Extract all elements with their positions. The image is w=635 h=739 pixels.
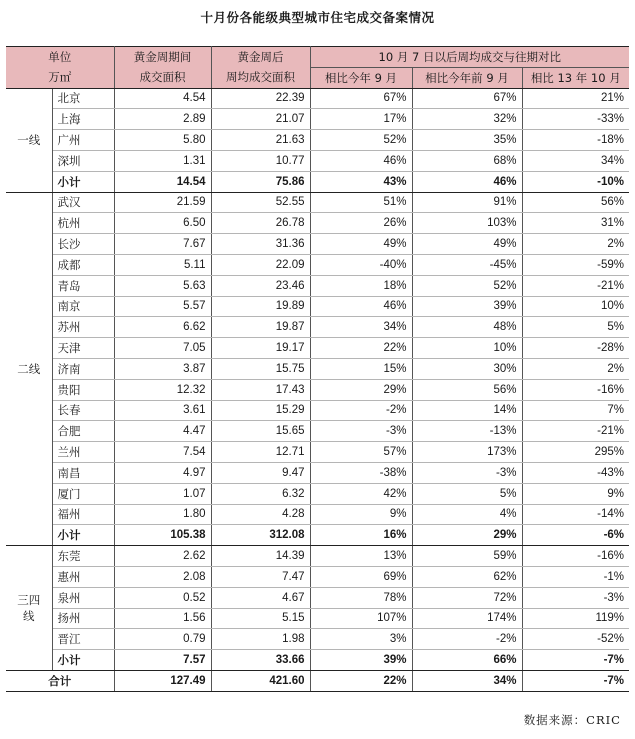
holiday-area-cell: 2.08: [114, 566, 211, 587]
city-cell: 南昌: [52, 462, 114, 483]
weekly-avg-cell: 1.98: [211, 629, 310, 650]
total-vs-oct13: -7%: [522, 670, 629, 691]
city-cell: 长沙: [52, 234, 114, 255]
data-source: 数据来源：CRIC: [523, 713, 621, 727]
vs-oct13-cell: 34%: [522, 150, 629, 171]
weekly-avg-cell: 12.71: [211, 442, 310, 463]
vs-oct13-cell: 31%: [522, 213, 629, 234]
table-row: [6, 483, 629, 504]
vs-sep-cell: 52%: [310, 130, 412, 151]
table-row: [6, 504, 629, 525]
table-row: [6, 317, 629, 338]
table-row: [6, 400, 629, 421]
vs-oct13-cell: 295%: [522, 442, 629, 463]
total-label: 合计: [6, 670, 114, 691]
vs-sep-cell: 18%: [310, 275, 412, 296]
holiday-area-cell: 7.67: [114, 234, 211, 255]
holiday-area-cell: 4.47: [114, 421, 211, 442]
col2-header-top: 黄金周后: [211, 47, 310, 68]
table-row: [6, 296, 629, 317]
vs-oct13-cell: 9%: [522, 483, 629, 504]
weekly-avg-cell: 19.89: [211, 296, 310, 317]
weekly-avg-cell: 19.17: [211, 338, 310, 359]
table-row: [6, 88, 629, 109]
vs-sep-cell: 13%: [310, 546, 412, 567]
vs-oct13-cell: -16%: [522, 546, 629, 567]
total-vs-ytd: 34%: [412, 670, 522, 691]
weekly-avg-cell: 14.39: [211, 546, 310, 567]
city-cell: 贵阳: [52, 379, 114, 400]
vs-sep-cell: -38%: [310, 462, 412, 483]
weekly-avg-cell: 15.75: [211, 358, 310, 379]
table-row: [6, 275, 629, 296]
weekly-avg-cell: 312.08: [211, 525, 310, 546]
city-cell: 东莞: [52, 546, 114, 567]
vs-sep-cell: 43%: [310, 171, 412, 192]
subtotal-row: [6, 650, 629, 671]
holiday-area-cell: 0.52: [114, 587, 211, 608]
weekly-avg-cell: 33.66: [211, 650, 310, 671]
city-cell: 济南: [52, 358, 114, 379]
city-cell: 杭州: [52, 213, 114, 234]
vs-ytd-cell: 67%: [412, 88, 522, 109]
vs-sep-cell: 57%: [310, 442, 412, 463]
vs-ytd-cell: 68%: [412, 150, 522, 171]
vs-oct13-cell: 56%: [522, 192, 629, 213]
holiday-area-cell: 6.50: [114, 213, 211, 234]
total-weekly-avg: 421.60: [211, 670, 310, 691]
vs-sep-cell: 34%: [310, 317, 412, 338]
vs-ytd-cell: 29%: [412, 525, 522, 546]
holiday-area-cell: 7.05: [114, 338, 211, 359]
vs-ytd-cell: 62%: [412, 566, 522, 587]
total-row: [6, 670, 629, 691]
vs-oct13-cell: 7%: [522, 400, 629, 421]
holiday-area-cell: 7.57: [114, 650, 211, 671]
holiday-area-cell: 3.61: [114, 400, 211, 421]
vs-oct13-cell: 2%: [522, 234, 629, 255]
weekly-avg-cell: 26.78: [211, 213, 310, 234]
weekly-avg-cell: 5.15: [211, 608, 310, 629]
vs-ytd-cell: 173%: [412, 442, 522, 463]
vs-ytd-cell: 59%: [412, 546, 522, 567]
vs-sep-cell: -40%: [310, 254, 412, 275]
vs-ytd-cell: -3%: [412, 462, 522, 483]
table-row: [6, 629, 629, 650]
table-row: [6, 442, 629, 463]
city-cell: 福州: [52, 504, 114, 525]
vs-sep-cell: 16%: [310, 525, 412, 546]
city-cell: 长春: [52, 400, 114, 421]
table-row: [6, 192, 629, 213]
holiday-area-cell: 105.38: [114, 525, 211, 546]
table-row: [6, 379, 629, 400]
vs-ytd-cell: 35%: [412, 130, 522, 151]
vs-oct13-cell: 2%: [522, 358, 629, 379]
city-cell: 天津: [52, 338, 114, 359]
vs-ytd-cell: 39%: [412, 296, 522, 317]
vs-sep-cell: 107%: [310, 608, 412, 629]
vs-oct13-cell: -18%: [522, 130, 629, 151]
holiday-area-cell: 1.80: [114, 504, 211, 525]
city-cell: 深圳: [52, 150, 114, 171]
table-row: [6, 109, 629, 130]
city-cell: 晋江: [52, 629, 114, 650]
city-cell: 成都: [52, 254, 114, 275]
tier-label: [6, 546, 52, 671]
table-row: [6, 254, 629, 275]
vs-oct13-cell: -3%: [522, 587, 629, 608]
housing-transactions-table: [6, 46, 629, 692]
vs-oct13-cell: -28%: [522, 338, 629, 359]
weekly-avg-cell: 19.87: [211, 317, 310, 338]
p1-header: 相比今年 9 月: [310, 67, 412, 88]
holiday-area-cell: 3.87: [114, 358, 211, 379]
vs-ytd-cell: 56%: [412, 379, 522, 400]
subtotal-row: [6, 171, 629, 192]
holiday-area-cell: 0.79: [114, 629, 211, 650]
vs-sep-cell: 17%: [310, 109, 412, 130]
tier-label-line1: 三四: [17, 593, 41, 608]
table-title: 十月份各能级典型城市住宅成交备案情况: [200, 10, 435, 25]
table-row: [6, 338, 629, 359]
table-row: [6, 608, 629, 629]
weekly-avg-cell: 75.86: [211, 171, 310, 192]
weekly-avg-cell: 31.36: [211, 234, 310, 255]
vs-ytd-cell: -13%: [412, 421, 522, 442]
vs-ytd-cell: 103%: [412, 213, 522, 234]
holiday-area-cell: 21.59: [114, 192, 211, 213]
vs-ytd-cell: 174%: [412, 608, 522, 629]
city-cell: 南京: [52, 296, 114, 317]
vs-sep-cell: 51%: [310, 192, 412, 213]
city-cell: 苏州: [52, 317, 114, 338]
city-cell: 厦门: [52, 483, 114, 504]
vs-oct13-cell: -16%: [522, 379, 629, 400]
table-row: [6, 566, 629, 587]
table-row: [6, 150, 629, 171]
city-cell: 小计: [52, 650, 114, 671]
holiday-area-cell: 5.57: [114, 296, 211, 317]
vs-sep-cell: -3%: [310, 421, 412, 442]
weekly-avg-cell: 21.63: [211, 130, 310, 151]
holiday-area-cell: 6.62: [114, 317, 211, 338]
weekly-avg-cell: 21.07: [211, 109, 310, 130]
holiday-area-cell: 5.11: [114, 254, 211, 275]
vs-sep-cell: 46%: [310, 296, 412, 317]
holiday-area-cell: 7.54: [114, 442, 211, 463]
weekly-avg-cell: 52.55: [211, 192, 310, 213]
table-row: [6, 421, 629, 442]
vs-ytd-cell: -2%: [412, 629, 522, 650]
vs-sep-cell: 39%: [310, 650, 412, 671]
vs-ytd-cell: 5%: [412, 483, 522, 504]
table-row: [6, 234, 629, 255]
table-row: [6, 587, 629, 608]
weekly-avg-cell: 22.39: [211, 88, 310, 109]
vs-ytd-cell: 52%: [412, 275, 522, 296]
vs-ytd-cell: 72%: [412, 587, 522, 608]
vs-sep-cell: 42%: [310, 483, 412, 504]
total-vs-sep: 22%: [310, 670, 412, 691]
weekly-avg-cell: 15.65: [211, 421, 310, 442]
weekly-avg-cell: 9.47: [211, 462, 310, 483]
vs-ytd-cell: -45%: [412, 254, 522, 275]
city-cell: 上海: [52, 109, 114, 130]
weekly-avg-cell: 4.28: [211, 504, 310, 525]
city-cell: 小计: [52, 525, 114, 546]
city-cell: 惠州: [52, 566, 114, 587]
header-row-2: [6, 67, 629, 88]
table-row: [6, 130, 629, 151]
vs-sep-cell: 67%: [310, 88, 412, 109]
unit-label: 单位: [6, 47, 114, 68]
col1-header-bottom: 成交面积: [114, 67, 211, 88]
vs-oct13-cell: -59%: [522, 254, 629, 275]
weekly-avg-cell: 23.46: [211, 275, 310, 296]
vs-oct13-cell: -21%: [522, 275, 629, 296]
holiday-area-cell: 4.97: [114, 462, 211, 483]
vs-oct13-cell: -21%: [522, 421, 629, 442]
city-cell: 青岛: [52, 275, 114, 296]
weekly-avg-cell: 15.29: [211, 400, 310, 421]
city-cell: 北京: [52, 88, 114, 109]
vs-oct13-cell: -14%: [522, 504, 629, 525]
vs-sep-cell: 29%: [310, 379, 412, 400]
table-row: [6, 546, 629, 567]
vs-sep-cell: -2%: [310, 400, 412, 421]
table-row: [6, 462, 629, 483]
p2-header: 相比今年前 9 月: [412, 67, 522, 88]
vs-sep-cell: 22%: [310, 338, 412, 359]
city-cell: 武汉: [52, 192, 114, 213]
weekly-avg-cell: 7.47: [211, 566, 310, 587]
weekly-avg-cell: 17.43: [211, 379, 310, 400]
holiday-area-cell: 12.32: [114, 379, 211, 400]
vs-ytd-cell: 49%: [412, 234, 522, 255]
table-row: [6, 358, 629, 379]
holiday-area-cell: 5.80: [114, 130, 211, 151]
tier-label: 一线: [6, 88, 52, 192]
vs-oct13-cell: -33%: [522, 109, 629, 130]
city-cell: 扬州: [52, 608, 114, 629]
vs-sep-cell: 9%: [310, 504, 412, 525]
city-cell: 兰州: [52, 442, 114, 463]
vs-sep-cell: 49%: [310, 234, 412, 255]
vs-oct13-cell: 5%: [522, 317, 629, 338]
holiday-area-cell: 14.54: [114, 171, 211, 192]
holiday-area-cell: 1.56: [114, 608, 211, 629]
city-cell: 泉州: [52, 587, 114, 608]
vs-ytd-cell: 91%: [412, 192, 522, 213]
tier-label: 二线: [6, 192, 52, 546]
vs-oct13-cell: 21%: [522, 88, 629, 109]
city-cell: 小计: [52, 171, 114, 192]
subtotal-row: [6, 525, 629, 546]
vs-sep-cell: 3%: [310, 629, 412, 650]
col1-header-top: 黄金周期间: [114, 47, 211, 68]
weekly-avg-cell: 4.67: [211, 587, 310, 608]
vs-oct13-cell: -10%: [522, 171, 629, 192]
vs-oct13-cell: -43%: [522, 462, 629, 483]
unit-value: 万㎡: [6, 67, 114, 88]
city-cell: 合肥: [52, 421, 114, 442]
holiday-area-cell: 4.54: [114, 88, 211, 109]
vs-sep-cell: 46%: [310, 150, 412, 171]
vs-ytd-cell: 32%: [412, 109, 522, 130]
vs-oct13-cell: -1%: [522, 566, 629, 587]
vs-sep-cell: 15%: [310, 358, 412, 379]
col2-header-bottom: 周均成交面积: [211, 67, 310, 88]
holiday-area-cell: 1.07: [114, 483, 211, 504]
table-row: [6, 213, 629, 234]
comparison-group-header: 10 月 7 日以后周均成交与往期对比: [310, 47, 629, 68]
total-holiday-area: 127.49: [114, 670, 211, 691]
vs-ytd-cell: 4%: [412, 504, 522, 525]
p3-header: 相比 13 年 10 月: [522, 67, 629, 88]
vs-ytd-cell: 30%: [412, 358, 522, 379]
vs-oct13-cell: 10%: [522, 296, 629, 317]
vs-sep-cell: 69%: [310, 566, 412, 587]
vs-oct13-cell: -52%: [522, 629, 629, 650]
vs-ytd-cell: 10%: [412, 338, 522, 359]
vs-oct13-cell: -6%: [522, 525, 629, 546]
vs-ytd-cell: 14%: [412, 400, 522, 421]
vs-oct13-cell: 119%: [522, 608, 629, 629]
weekly-avg-cell: 22.09: [211, 254, 310, 275]
holiday-area-cell: 1.31: [114, 150, 211, 171]
vs-ytd-cell: 46%: [412, 171, 522, 192]
holiday-area-cell: 2.62: [114, 546, 211, 567]
vs-oct13-cell: -7%: [522, 650, 629, 671]
vs-ytd-cell: 48%: [412, 317, 522, 338]
weekly-avg-cell: 6.32: [211, 483, 310, 504]
weekly-avg-cell: 10.77: [211, 150, 310, 171]
tier-label-line2: 线: [23, 609, 35, 624]
city-cell: 广州: [52, 130, 114, 151]
vs-sep-cell: 78%: [310, 587, 412, 608]
header-row-1: [6, 47, 629, 68]
holiday-area-cell: 5.63: [114, 275, 211, 296]
vs-ytd-cell: 66%: [412, 650, 522, 671]
vs-sep-cell: 26%: [310, 213, 412, 234]
holiday-area-cell: 2.89: [114, 109, 211, 130]
